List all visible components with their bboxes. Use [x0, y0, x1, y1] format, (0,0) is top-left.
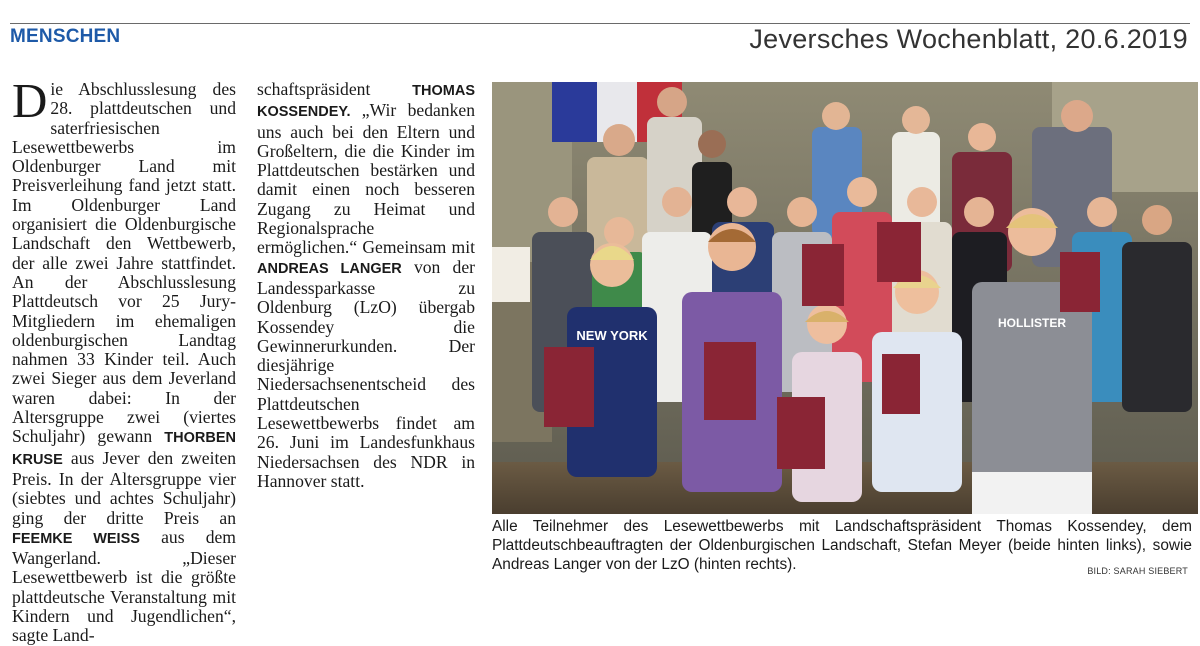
- drop-cap: D: [12, 73, 48, 128]
- name-feemke-weiss: FEEMKE WEISS: [12, 530, 140, 547]
- col2-text-1: schaftspräsident: [257, 79, 413, 99]
- shirt-print-new-york: NEW YORK: [576, 328, 648, 343]
- newspaper-masthead: Jeversches Wochenblatt, 20.6.2019: [749, 24, 1188, 54]
- section-title: MENSCHEN: [10, 26, 121, 47]
- name-andreas-langer: ANDREAS LANGER: [257, 260, 402, 277]
- group-photo-illustration: [492, 82, 1198, 514]
- col1-text-3: aus dem Wangerland. „Dieser Lesewettbewerb ist die größte plattdeutsche Veranstaltung mit Kindern und Jugendlichen“, sagte Land-: [12, 526, 236, 646]
- col1-text-2: aus Jever den zweiten Preis. In der Altersgruppe vier (siebtes und achtes Schuljahr) ging der dritte Preis an: [12, 447, 236, 528]
- article-column-1: [12, 73, 236, 646]
- col2-text-3: von der Landessparkasse zu Oldenburg (LzO) übergab Kossendey die Gewinnerurkunden. Der diesjährige Niedersachsenentscheid des Plattdeutschen Lesewettbewerbs findet am 26. Juni im Landesfunkhaus Niedersachsen des NDR in Hannover statt.: [257, 256, 475, 491]
- name-thorben-kruse: THORBEN KRUSE: [12, 430, 236, 468]
- shirt-print-hollister: HOLLISTER: [998, 316, 1066, 330]
- photo-credit: BILD: SARAH SIEBERT: [1087, 566, 1188, 576]
- col1-text-1: ie Abschlusslesung des 28. plattdeutschen und saterfriesischen Lesewettbewerbs im Oldenburger Land mit Preisverleihung fand jetzt statt. Im Oldenburger Land organisiert die Oldenburgische Landschaft den Wettbewerb, der alle zwei Jahre stattfindet. An der Abschlusslesung Plattdeutsch vor 25 Jury-Mitgliedern im ehemaligen oldenburgischen Landtag nahmen 33 Kinder teil. Auch zwei Sieger aus dem Jeverland waren dabei: In der Altersgruppe zwei (viertes Schuljahr) gewann: [12, 79, 236, 447]
- col2-text-2: „Wir bedanken uns auch bei den Eltern und Großeltern, die die Kinder im Plattdeutschen bestärken und damit einen noch besseren Zugang zu Heimat und Regionalsprache ermöglichen.“ Gemeinsam mit: [257, 100, 475, 258]
- group-photo: [492, 82, 1198, 514]
- photo-caption: Alle Teilnehmer des Lesewettbewerbs mit Landschaftspräsident Thomas Kossendey, dem Plattdeutschbeauftragten der Oldenburgischen Landschaft, Stefan Meyer (beide hinten links), sowie Andreas Langer von der LzO (hinten rechts).: [492, 518, 1192, 574]
- article-column-2: [257, 80, 475, 491]
- name-thomas-kossendey: THOMAS KOSSENDEY.: [257, 83, 475, 121]
